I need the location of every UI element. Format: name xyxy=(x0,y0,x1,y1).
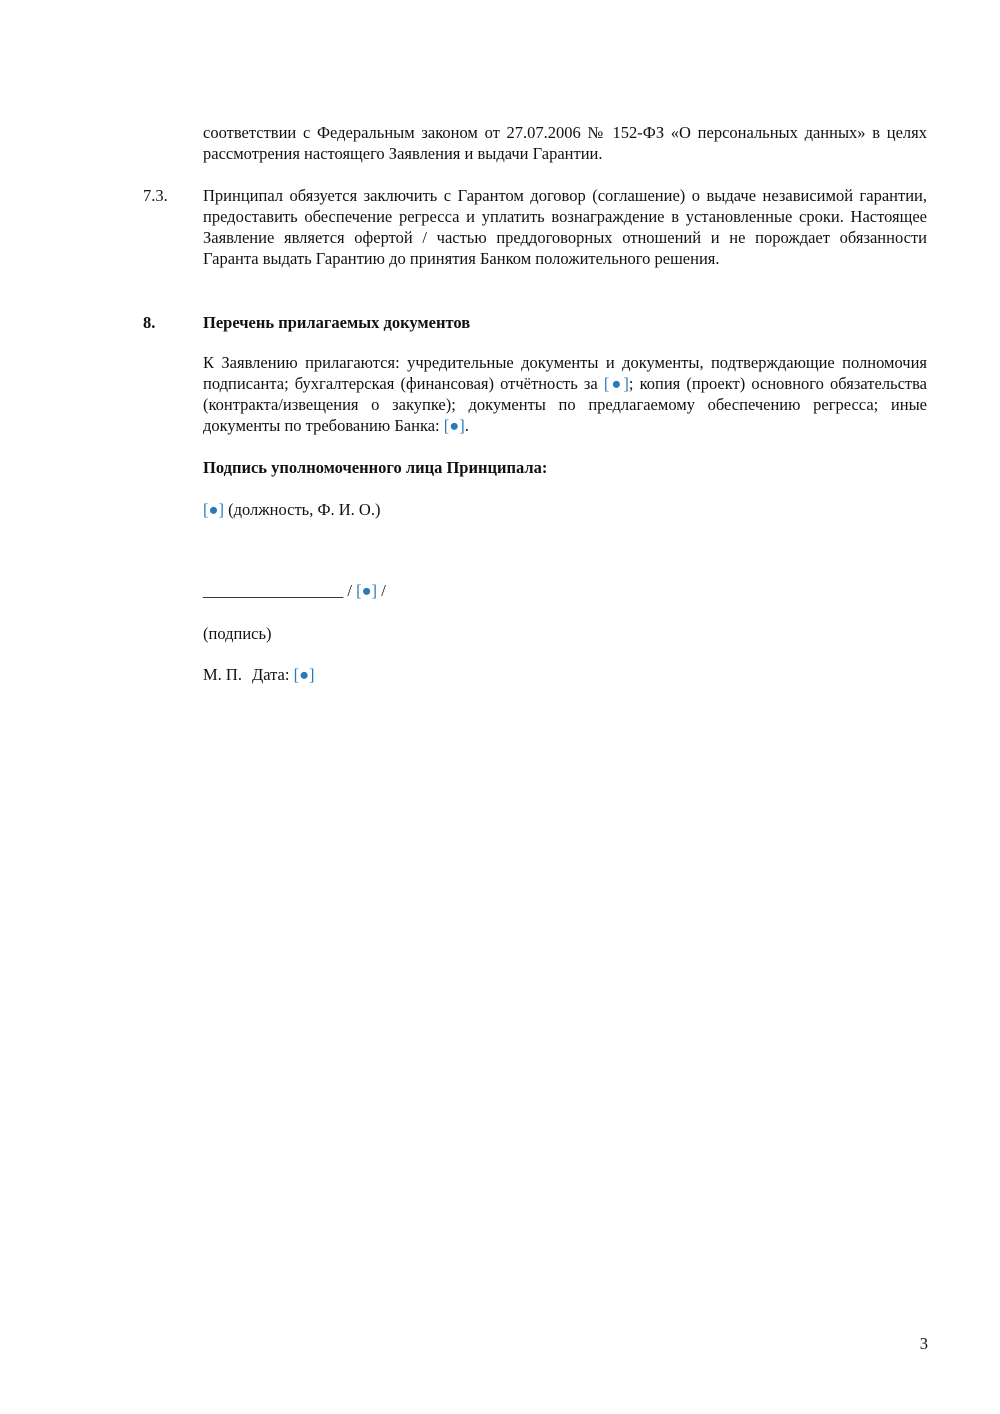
page-number: 3 xyxy=(919,1334,928,1353)
signature-heading: Подпись уполномоченного лица Принципала: xyxy=(203,458,548,477)
section-8-text-part2: ; копия (проект) основного обязательства (контракта/извещения о закупке); документы по предлагаемому обеспечению регресса; иные документы по требованию Банка: xyxy=(203,374,928,435)
date-label: Дата: xyxy=(251,665,294,684)
section-8-text-part3: . xyxy=(464,416,469,435)
signature-separator-2: / xyxy=(377,581,386,600)
signature-underline: _________________ xyxy=(203,581,344,600)
signature-line xyxy=(203,580,927,601)
clause-7-2-text: соответствии с Федеральным законом от 27.07.2006 № 152-ФЗ «О персональных данных» в целях рассмотрения настоящего Заявления и выдачи Гарантии. xyxy=(203,123,927,163)
placeholder-reporting-period[interactable]: [●] xyxy=(603,374,629,393)
stamp-label: М. П. xyxy=(203,665,242,684)
placeholder-other-documents[interactable]: [●] xyxy=(443,416,465,435)
clause-7-3-number: 7.3. xyxy=(143,186,168,205)
section-8-title: Перечень прилагаемых документов xyxy=(203,313,471,332)
signature-caption: (подпись) xyxy=(203,624,272,643)
section-8-text-part1: К Заявлению прилагаются: учредительные документы и документы, подтверждающие полномочия подписанта; бухгалтерская (финансовая) отчётность за xyxy=(203,353,927,393)
clause-7-3 xyxy=(203,185,927,269)
signatory-position-line xyxy=(203,499,927,520)
clause-7-2-continuation xyxy=(203,122,927,164)
stamp-date-line xyxy=(203,664,927,685)
position-label: (должность, Ф. И. О.) xyxy=(223,500,381,519)
section-8-number: 8. xyxy=(143,313,156,332)
signature-separator-1: / xyxy=(343,581,357,600)
placeholder-position[interactable]: [●] xyxy=(203,500,224,519)
section-8-body xyxy=(203,352,927,436)
clause-7-3-text: Принципал обязуется заключить с Гарантом договор (соглашение) о выдаче независимой гарантии, предоставить обеспечение регресса и уплатить вознаграждение в установленные сроки. Настоящее Заявление является офертой / частью преддоговорных отношений и не порождает обязанности Гаранта выдать Гарантию до принятия Банком положительного решения. xyxy=(203,186,927,268)
placeholder-date[interactable]: [●] xyxy=(293,665,315,684)
placeholder-signatory-name[interactable]: [●] xyxy=(356,581,378,600)
